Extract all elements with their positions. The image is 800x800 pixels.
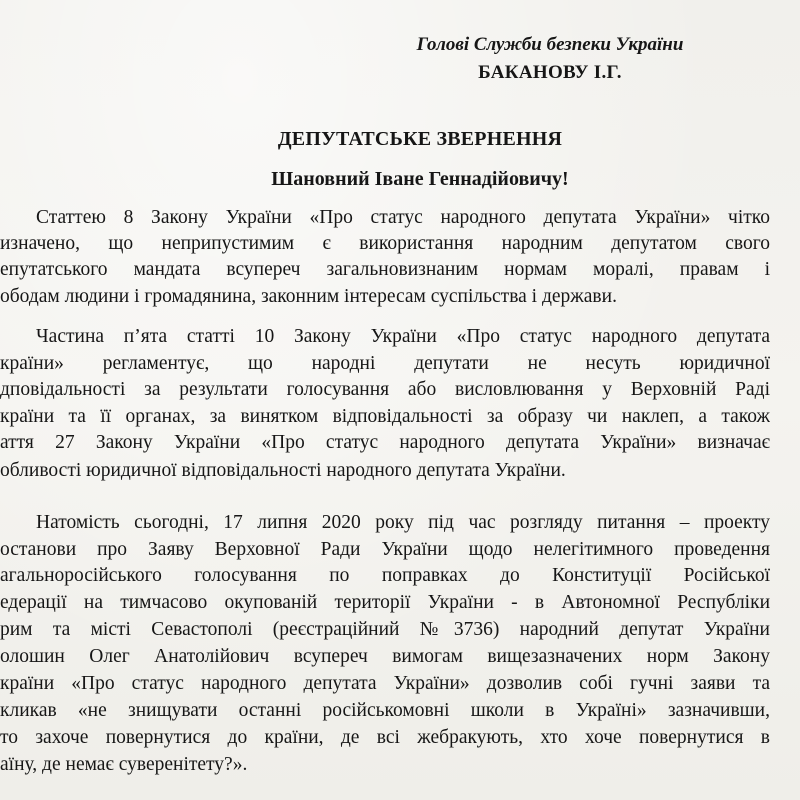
text-line: агальноросійського голосування по поправках до Конституції Російської bbox=[0, 565, 770, 586]
text-line: едерації на тимчасово окупованій території України - в Автономної Республіки bbox=[0, 592, 770, 613]
text-line: країни «Про статус народного депутата України» дозволив собі гучні заяви та bbox=[0, 673, 770, 694]
text-line: ободам людини і громадянина, законним інтересам суспільства і держави. bbox=[0, 286, 617, 307]
text-line: то захоче повернутися до країни, де всі жебракують, хто хоче повернутися в bbox=[0, 727, 770, 748]
text-line: Статтею 8 Закону України «Про статус народного депутата України» чітко bbox=[36, 207, 770, 228]
text-line: останови про Заяву Верховної Ради України щодо нелегітимного проведення bbox=[0, 539, 770, 560]
text-line: аття 27 Закону України «Про статус народного депутата України» визначає bbox=[0, 432, 770, 453]
text-line: дповідальності за результати голосування або висловлювання у Верховній Раді bbox=[0, 379, 770, 400]
text-line: рим та місті Севастополі (реєстраційний №3736) народний депутат України bbox=[0, 619, 770, 640]
document-title: ДЕПУТАТСЬКЕ ЗВЕРНЕННЯ bbox=[277, 128, 563, 150]
addressee-position: Голові Служби безпеки України bbox=[416, 34, 684, 55]
addressee-name: БАКАНОВУ І.Г. bbox=[478, 62, 622, 83]
text-line: Натомість сьогодні, 17 липня 2020 року під час розгляду питання – проекту bbox=[36, 512, 770, 533]
text-line: епутатського мандата всупереч загальновизнаним нормам моралі, правам і bbox=[0, 259, 770, 280]
text-line: обливості юридичної відповідальності народного депутата України. bbox=[0, 460, 566, 481]
text-line: країни та її органах, за винятком відповідальності за образу чи наклеп, а також bbox=[0, 406, 770, 427]
text-line: изначено, що неприпустимим є використання народним депутатом свого bbox=[0, 233, 770, 254]
salutation: Шановний Іване Геннадійовичу! bbox=[271, 168, 569, 190]
text-line: Частина п’ята статті 10 Закону України «Про статус народного депутата bbox=[36, 326, 770, 347]
text-line: країни» регламентує, що народні депутати не несуть юридичної bbox=[0, 353, 770, 374]
text-line: кликав «не знищувати останні російськомовні школи в Україні» зазначивши, bbox=[0, 700, 770, 721]
text-line: аїну, де немає суверенітету?». bbox=[0, 754, 248, 775]
text-line: олошин Олег Анатолійович всупереч вимогам вищезазначених норм Закону bbox=[0, 646, 770, 667]
